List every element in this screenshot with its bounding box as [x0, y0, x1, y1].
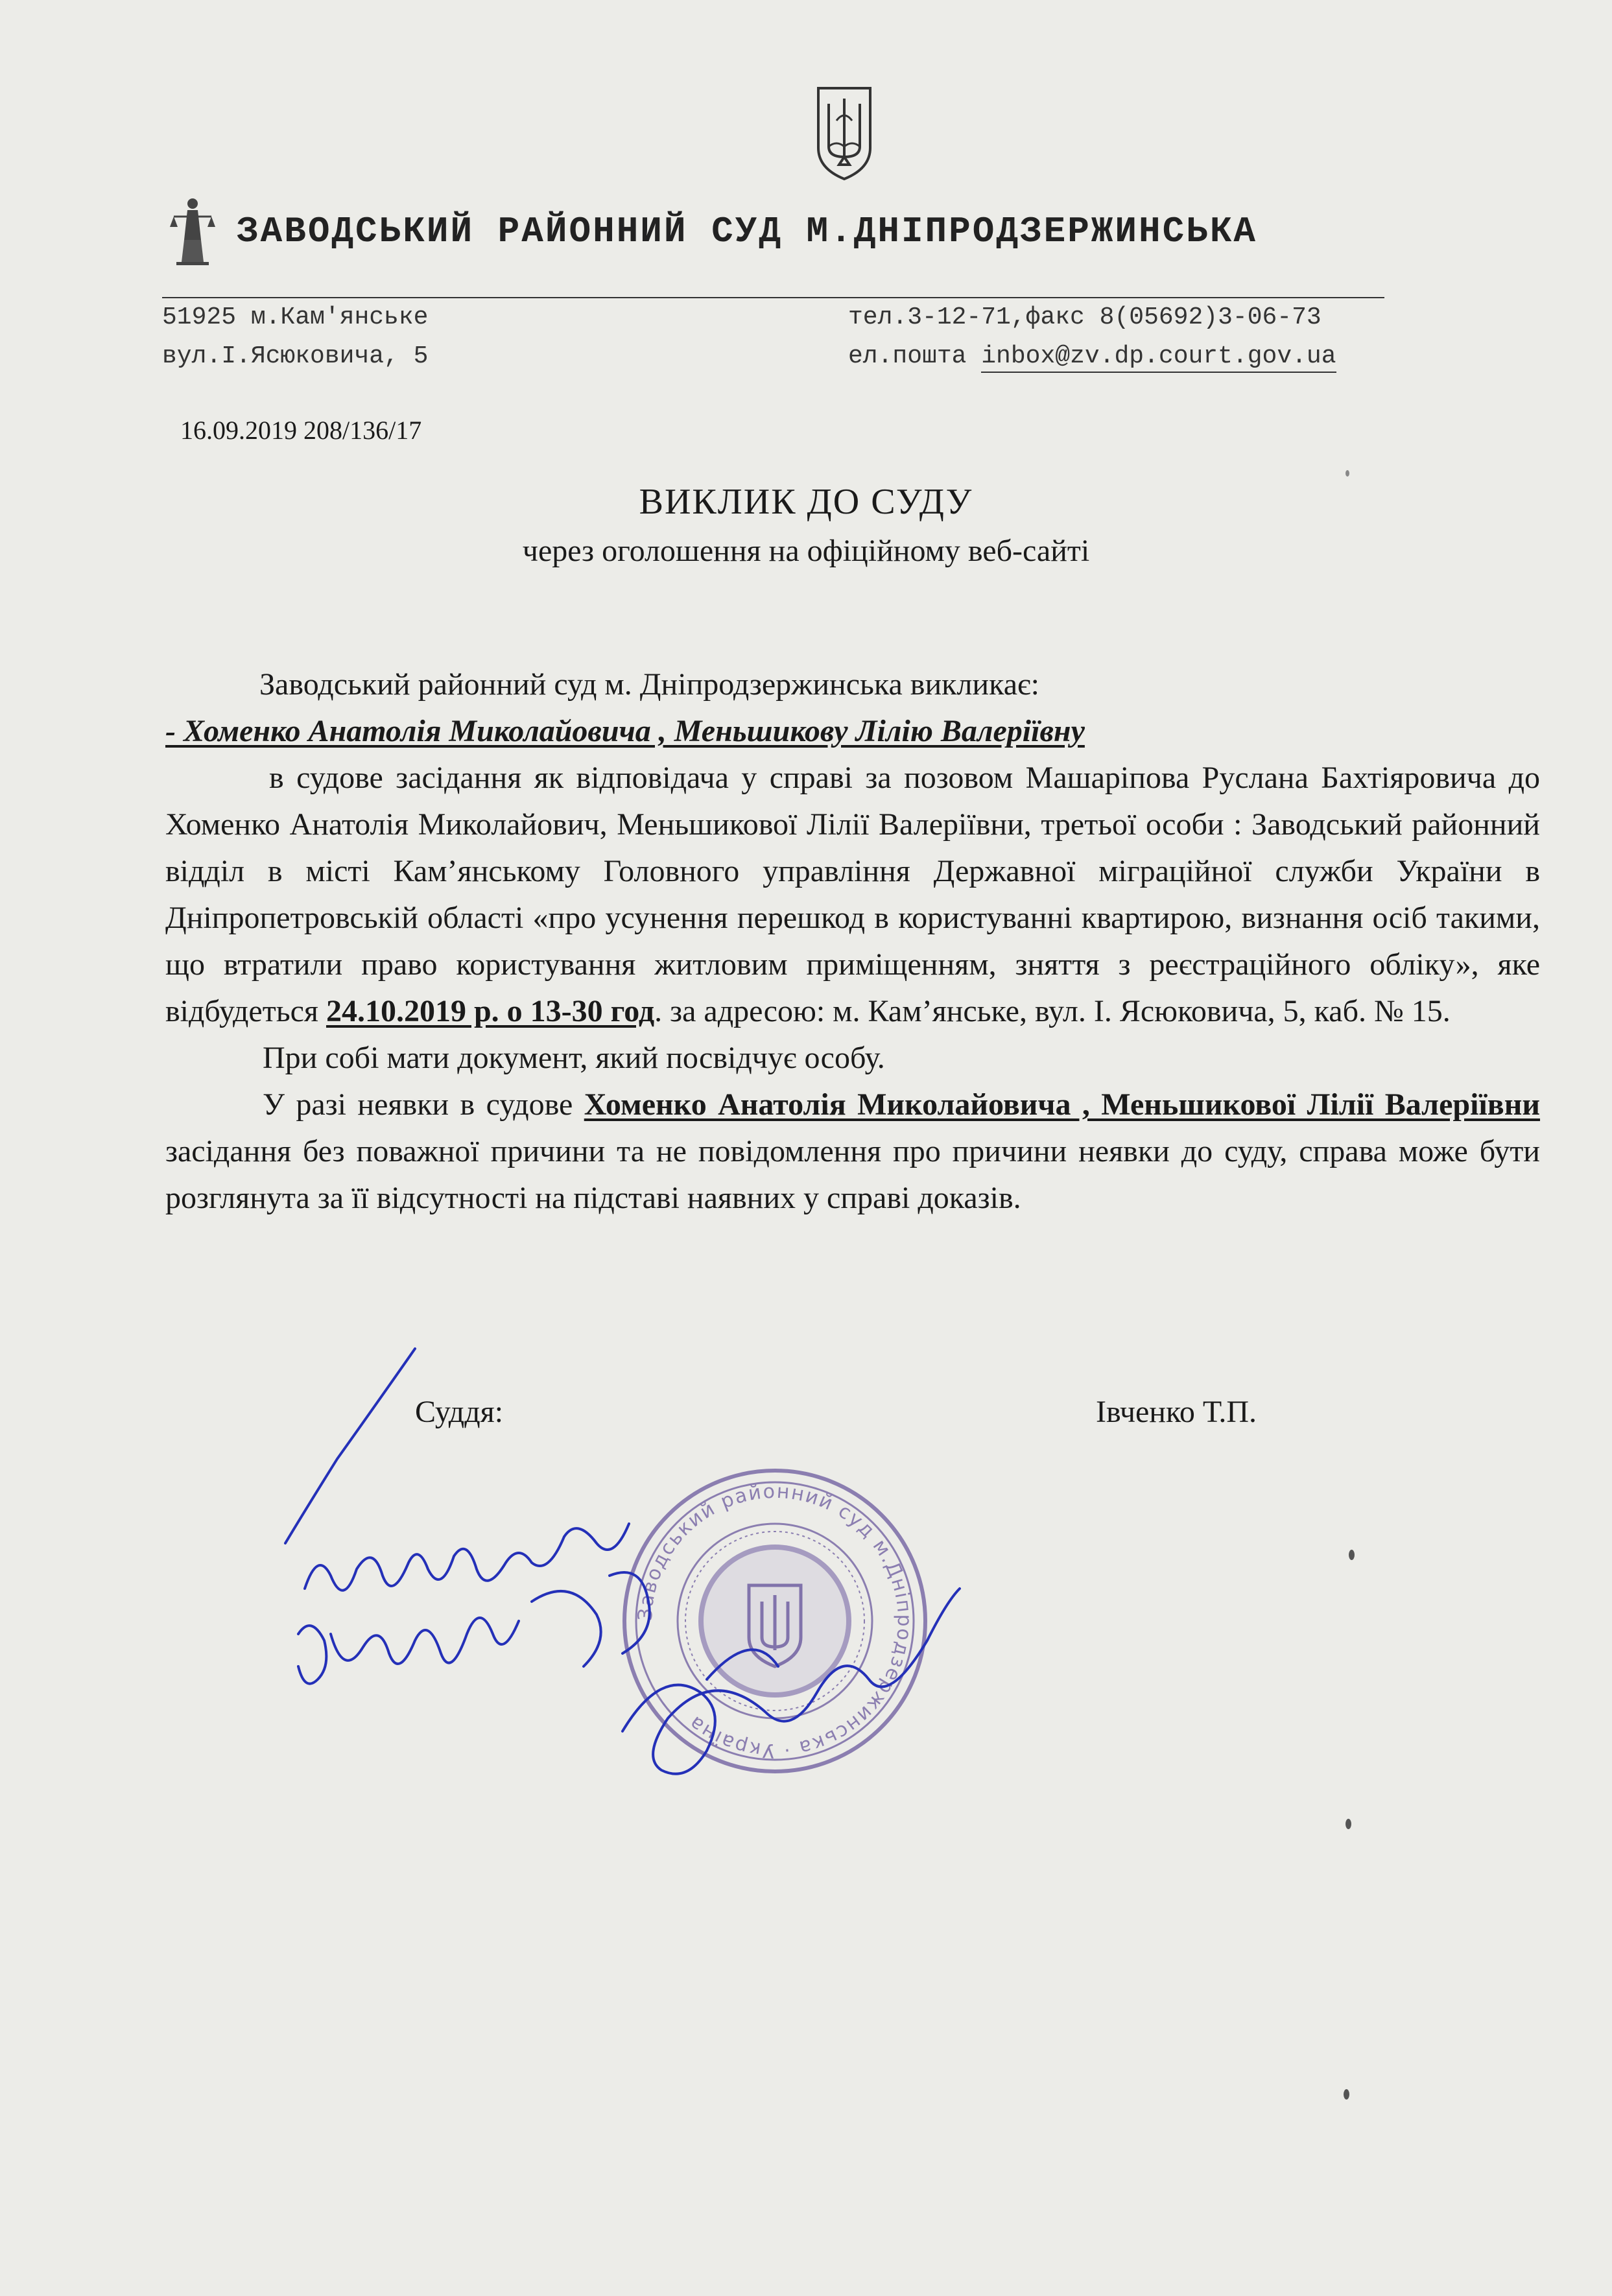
hearing-paragraph-end: . за адресою: м. Кам’янське, вул. І. Ясюковича, 5, каб. № 15. [654, 994, 1451, 1028]
coat-of-arms-icon [813, 84, 875, 182]
stamp-text: Заводський районний суд м.Дніпродзержинська · Україна [634, 1480, 916, 1762]
non-appearance-end: засідання без поважної причини та не повідомлення про причини неявки до суду, справа може бути розглянута за її відсутності на підставі наявних у справі доказів. [165, 1134, 1540, 1215]
scan-speck [1349, 1550, 1355, 1560]
intro-paragraph: Заводський районний суд м. Дніпродзержинська викликає: [259, 667, 1039, 702]
handwritten-signature [259, 1329, 973, 1880]
email-label: ел.пошта [848, 342, 967, 370]
themis-icon [170, 195, 215, 266]
judge-label: Суддя: [415, 1395, 504, 1429]
court-name-header: ЗАВОДСЬКИЙ РАЙОННИЙ СУД М.ДНІПРОДЗЕРЖИНСЬКА [237, 211, 1258, 252]
scan-speck [1345, 470, 1349, 477]
summoned-persons-line [165, 708, 1540, 755]
hearing-datetime: 24.10.2019 р. о 13-30 год [326, 994, 655, 1028]
document-requirement-paragraph: При собі мати документ, який посвідчує особу. [263, 1041, 885, 1075]
scan-speck [1344, 2089, 1349, 2100]
non-appearance-paragraph [165, 1082, 1540, 1222]
hearing-paragraph [165, 755, 1540, 1035]
email-line [848, 342, 1336, 370]
non-appearance-start: У разі неявки в судове [263, 1087, 584, 1122]
non-appearance-names: Хоменко Анатолія Миколайовича , Меньшикової Лілії Валеріївни [584, 1087, 1541, 1122]
hearing-paragraph-start: в судове засідання як відповідача у справі за позовом Машаріпова Руслана Бахтіяровича до Хоменко Анатолія Миколайович, Меньшикової Лілії Валеріївни, третьої особи : Заводський районний відділ в місті Кам’янському Головного управління Державної міграційної служби України в Дніпропетровській області «про усунення перешкод в користуванні квартирою, визнання осіб такими, що втратили право користування житловим приміщенням, зняття з реєстраційного обліку», яке відбудеться [165, 761, 1540, 1028]
document-body [165, 661, 1540, 1222]
header-divider [162, 297, 1384, 298]
document-title: ВИКЛИК ДО СУДУ [639, 482, 973, 522]
phone-fax-line: тел.3-12-71,факс 8(05692)3-06-73 [848, 303, 1322, 331]
scan-speck [1345, 1819, 1351, 1829]
date-and-case-number: 16.09.2019 208/136/17 [180, 416, 422, 445]
email-address: inbox@zv.dp.court.gov.ua [981, 342, 1336, 373]
summoned-persons: - Хоменко Анатолія Миколайовича , Меньшикову Лілію Валеріївну [165, 714, 1085, 748]
judge-name: Івченко Т.П. [1096, 1395, 1257, 1429]
address-line-2: вул.І.Ясюковича, 5 [162, 342, 429, 370]
document-subtitle: через оголошення на офіційному веб-сайті [522, 534, 1090, 568]
address-line-1: 51925 м.Кам'янське [162, 303, 429, 331]
